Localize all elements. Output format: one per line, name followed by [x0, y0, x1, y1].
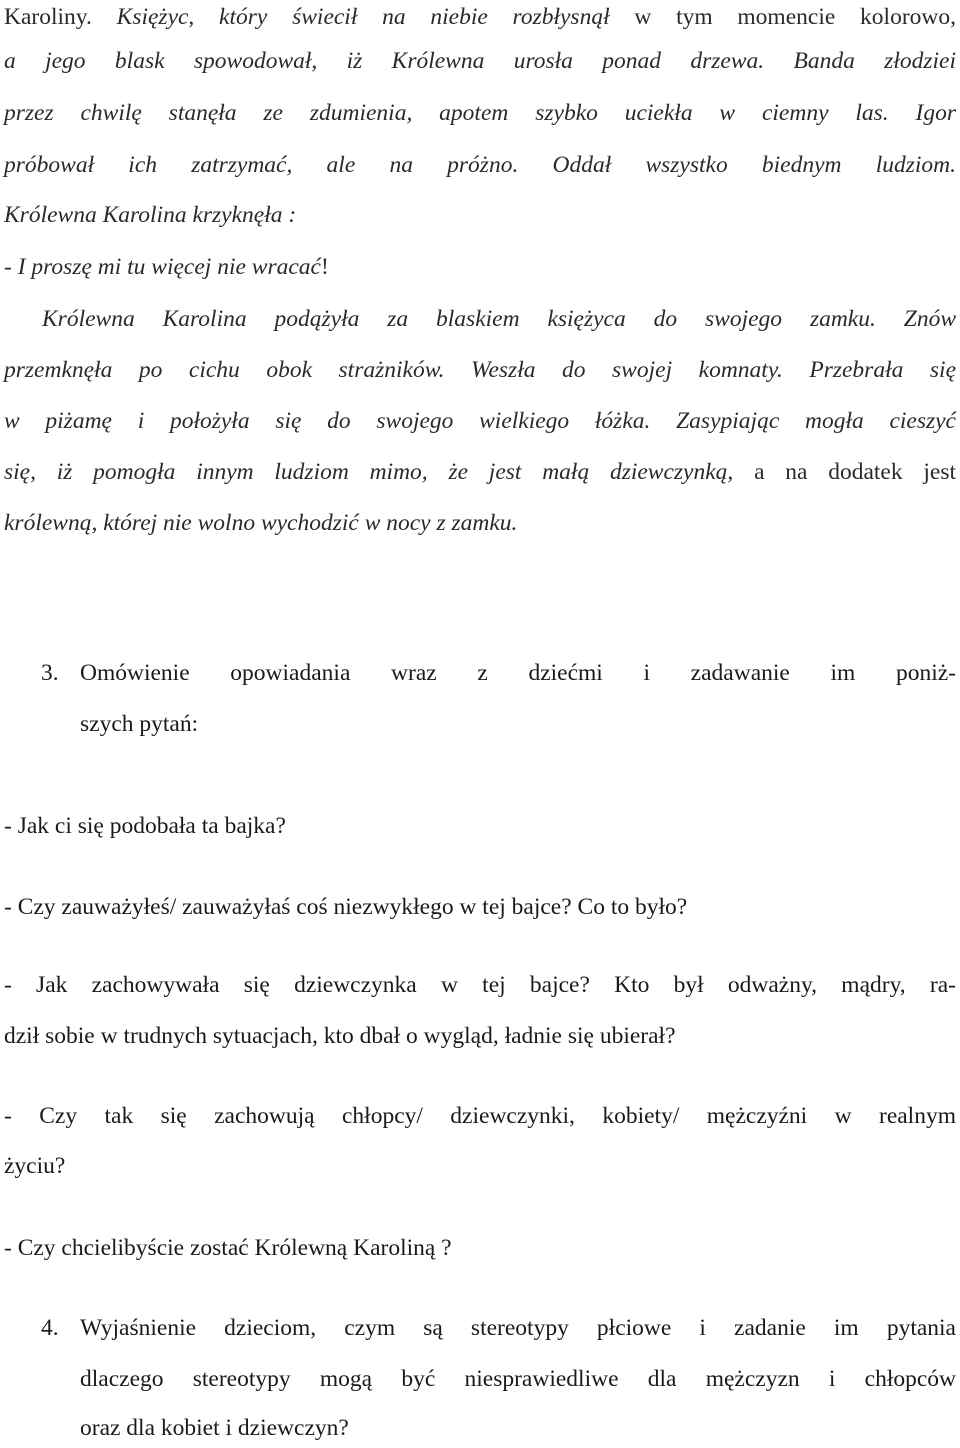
- story-line: [4, 98, 956, 128]
- question-item-continued: dził sobie w trudnych sytuacjach, kto dbał o wygląd, ładnie się ubierał?: [4, 1023, 676, 1049]
- story-line: [4, 355, 956, 385]
- story-text-italic: w piżamę i położyła się do swojego wielkiego łóżka. Zasypiając mogła cieszyć: [4, 408, 956, 434]
- story-text-italic: przemknęła po cichu obok strażników. Weszła do swojej komnaty. Przebrała się: [4, 357, 956, 383]
- story-text-italic: a jego blask spowodował, iż Królewna urosła ponad drzewa. Banda złodziei: [4, 48, 956, 74]
- story-line: [4, 2, 956, 32]
- section-number: 4.: [41, 1315, 59, 1341]
- story-text-upright: Karoliny.: [4, 4, 117, 30]
- section-heading-line: Omówienie opowiadania wraz z dziećmi i zadawanie im poniż-: [80, 660, 956, 686]
- story-text-italic: królewną, której nie wolno wychodzić w nocy z zamku.: [4, 510, 518, 536]
- story-line: [4, 457, 956, 487]
- story-text-italic: Królewna Karolina podążyła za blaskiem księżyca do swojego zamku. Znów: [42, 306, 956, 332]
- story-text-italic: Królewna Karolina krzyknęła :: [4, 202, 297, 228]
- story-text-italic: Księżyc, który świecił na niebie rozbłysnął: [116, 4, 610, 30]
- story-line: [42, 304, 956, 334]
- story-text-upright: !: [320, 254, 329, 280]
- story-line: [4, 406, 956, 436]
- story-text-italic: - I proszę mi tu więcej nie wracać: [4, 254, 321, 280]
- question-item: - Czy tak się zachowują chłopcy/ dziewczynki, kobiety/ mężczyźni w realnym: [4, 1103, 956, 1129]
- section-heading-line: dlaczego stereotypy mogą być niesprawiedliwe dla mężczyzn i chłopców: [80, 1366, 956, 1392]
- story-text-italic: się, iż pomogła innym ludziom mimo, że jest małą dziewczynką,: [4, 459, 734, 485]
- story-text-upright: a na dodatek jest: [733, 459, 956, 485]
- section-heading-line: Wyjaśnienie dzieciom, czym są stereotypy płciowe i zadanie im pytania: [80, 1315, 956, 1341]
- story-line: [4, 508, 956, 538]
- question-item: - Czy chcielibyście zostać Królewną Karoliną ?: [4, 1235, 452, 1261]
- story-text-italic: przez chwilę stanęła ze zdumienia, apotem szybko uciekła w ciemny las. Igor: [4, 100, 956, 126]
- story-text-italic: próbował ich zatrzymać, ale na próżno. Oddał wszystko biednym ludziom.: [4, 152, 956, 178]
- story-text-upright: w tym momencie kolorowo,: [609, 4, 956, 30]
- section-number: 3.: [41, 660, 59, 686]
- story-line: [4, 46, 956, 76]
- story-line: [4, 200, 956, 230]
- story-line: [4, 150, 956, 180]
- section-heading-line: oraz dla kobiet i dziewczyn?: [80, 1415, 349, 1441]
- section-heading-line: szych pytań:: [80, 711, 199, 737]
- question-item: - Czy zauważyłeś/ zauważyłaś coś niezwykłego w tej bajce? Co to było?: [4, 894, 688, 920]
- question-item: - Jak ci się podobała ta bajka?: [4, 813, 286, 839]
- question-item-continued: życiu?: [4, 1153, 66, 1179]
- story-line: [4, 252, 956, 282]
- question-item: - Jak zachowywała się dziewczynka w tej bajce? Kto był odważny, mądry, ra-: [4, 972, 956, 998]
